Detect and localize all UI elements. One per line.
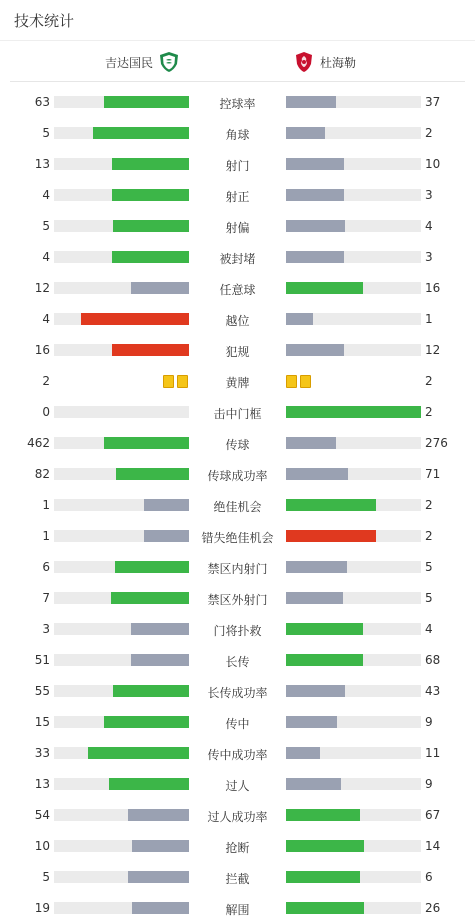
stat-row: [0, 706, 475, 737]
away-bar-fill: [286, 282, 363, 294]
home-bar-fill: [88, 747, 189, 759]
away-bar-fill: [286, 220, 345, 232]
away-value: 2: [425, 405, 433, 419]
home-bar-track: [54, 840, 189, 852]
away-bar-fill: [286, 778, 341, 790]
away-bar-track: [286, 778, 421, 790]
away-bar-fill: [286, 561, 347, 573]
away-bar-track: [286, 871, 421, 883]
yellow-card-icon: [300, 375, 311, 388]
away-bar-track: [286, 251, 421, 263]
stat-label: 绝佳机会: [213, 500, 262, 514]
home-bar-track: [54, 468, 189, 480]
away-bar-track: [286, 220, 421, 232]
away-bar-track: [286, 282, 421, 294]
away-value: 4: [425, 219, 433, 233]
home-value: 16: [34, 343, 50, 357]
home-bar-fill: [104, 437, 189, 449]
stat-row: [0, 365, 475, 396]
stat-row: [0, 861, 475, 892]
home-bar-fill: [112, 158, 189, 170]
away-value: 1: [425, 312, 433, 326]
stat-label: 拦截: [225, 872, 250, 886]
away-bar-track: [286, 344, 421, 356]
stat-row: [0, 303, 475, 334]
home-value: 0: [42, 405, 50, 419]
home-bar-track: [54, 592, 189, 604]
away-bar-fill: [286, 623, 363, 635]
away-bar-track: [286, 313, 421, 325]
away-bar-fill: [286, 530, 376, 542]
stat-label: 禁区内射门: [207, 562, 268, 576]
home-bar-fill: [93, 127, 189, 139]
away-value: 2: [425, 529, 433, 543]
away-bar-track: [286, 561, 421, 573]
home-bar-track: [54, 716, 189, 728]
home-bar-fill: [111, 592, 189, 604]
away-value: 26: [425, 901, 441, 915]
away-value: 16: [425, 281, 441, 295]
away-value: 3: [425, 250, 433, 264]
away-bar-track: [286, 406, 421, 418]
home-value: 51: [34, 653, 50, 667]
home-team-name: 吉达国民: [104, 55, 153, 70]
stat-row: [0, 489, 475, 520]
home-bar-fill: [132, 840, 189, 852]
stat-label: 传中成功率: [207, 748, 268, 762]
home-value: 5: [42, 219, 50, 233]
home-bar-track: [54, 127, 189, 139]
stat-label: 任意球: [219, 283, 256, 297]
away-value: 9: [425, 715, 433, 729]
home-bar-track: [54, 561, 189, 573]
away-bar-track: [286, 189, 421, 201]
home-bar-fill: [128, 809, 189, 821]
away-bar-track: [286, 530, 421, 542]
away-value: 11: [425, 746, 441, 760]
away-bar-track: [286, 685, 421, 697]
away-bar-track: [286, 809, 421, 821]
away-bar-fill: [286, 840, 364, 852]
home-bar-track: [54, 220, 189, 232]
home-value: 4: [42, 188, 50, 202]
away-value: 6: [425, 870, 433, 884]
home-value: 19: [34, 901, 50, 915]
home-bar-fill: [104, 96, 189, 108]
home-value: 33: [34, 746, 50, 760]
away-bar-fill: [286, 654, 363, 666]
away-bar-fill: [286, 251, 344, 263]
stat-label: 射门: [225, 159, 250, 173]
home-bar-track: [54, 406, 189, 418]
home-value: 10: [34, 839, 50, 853]
home-bar-track: [54, 158, 189, 170]
away-bar-fill: [286, 592, 343, 604]
stat-label: 黄牌: [225, 376, 250, 390]
away-bar-fill: [286, 406, 421, 418]
stat-row: [0, 520, 475, 551]
away-bar-track: [286, 468, 421, 480]
home-bar-fill: [104, 716, 189, 728]
home-bar-fill: [131, 654, 189, 666]
home-value: 15: [34, 715, 50, 729]
away-value: 276: [425, 436, 448, 450]
away-bar-track: [286, 716, 421, 728]
home-bar-fill: [81, 313, 189, 325]
stat-label: 射正: [225, 190, 250, 204]
home-team[interactable]: [105, 51, 180, 73]
away-value: 43: [425, 684, 441, 698]
stat-row: [0, 613, 475, 644]
home-bar-track: [54, 96, 189, 108]
away-bar-track: [286, 96, 421, 108]
away-bar-fill: [286, 437, 336, 449]
home-value: 4: [42, 312, 50, 326]
home-value: 7: [42, 591, 50, 605]
home-bar-track: [54, 902, 189, 914]
away-bar-track: [286, 127, 421, 139]
stat-label: 射偏: [225, 221, 250, 235]
away-value: 9: [425, 777, 433, 791]
home-bar-track: [54, 251, 189, 263]
stat-row: [0, 644, 475, 675]
yellow-card-icon: [286, 375, 297, 388]
home-value: 462: [27, 436, 50, 450]
home-value: 54: [34, 808, 50, 822]
home-bar-track: [54, 189, 189, 201]
away-bar-fill: [286, 499, 376, 511]
away-value: 5: [425, 591, 433, 605]
home-bar-fill: [131, 282, 189, 294]
home-value: 3: [42, 622, 50, 636]
red-shield-crest-icon: [293, 51, 315, 73]
away-value: 12: [425, 343, 441, 357]
stat-label: 长传成功率: [207, 686, 268, 700]
home-value: 13: [34, 157, 50, 171]
section-header: [0, 0, 475, 41]
stat-label: 犯规: [225, 345, 250, 359]
section-title: 技术统计: [14, 12, 75, 30]
stats-list: [0, 86, 475, 923]
away-bar-fill: [286, 468, 348, 480]
away-team[interactable]: [293, 51, 356, 73]
home-value: 12: [34, 281, 50, 295]
away-bar-fill: [286, 158, 344, 170]
stat-label: 禁区外射门: [207, 593, 268, 607]
stat-row: [0, 334, 475, 365]
stat-label: 越位: [225, 314, 250, 328]
stat-label: 过人成功率: [207, 810, 268, 824]
stat-row: [0, 210, 475, 241]
away-bar-fill: [286, 902, 364, 914]
home-bar-track: [54, 437, 189, 449]
home-bar-track: [54, 282, 189, 294]
away-bar-track: [286, 747, 421, 759]
stat-label: 抢断: [225, 841, 250, 855]
home-bar-fill: [144, 499, 189, 511]
away-value: 3: [425, 188, 433, 202]
stat-row: [0, 148, 475, 179]
away-team-name: 杜海勒: [320, 55, 357, 70]
home-value: 4: [42, 250, 50, 264]
stat-row: [0, 117, 475, 148]
away-bar-track: [286, 902, 421, 914]
away-bar-track: [286, 158, 421, 170]
stat-row: [0, 179, 475, 210]
home-value: 63: [34, 95, 50, 109]
stat-row: [0, 427, 475, 458]
home-bar-fill: [115, 561, 189, 573]
home-bar-fill: [128, 871, 189, 883]
home-bar-track: [54, 344, 189, 356]
away-bar-fill: [286, 189, 344, 201]
away-value: 2: [425, 126, 433, 140]
home-value: 1: [42, 498, 50, 512]
home-bar-fill: [144, 530, 189, 542]
away-bar-track: [286, 840, 421, 852]
home-bar-fill: [113, 220, 189, 232]
away-value: 68: [425, 653, 441, 667]
home-value: 82: [34, 467, 50, 481]
away-bar-track: [286, 592, 421, 604]
stat-row: [0, 892, 475, 923]
away-bar-fill: [286, 809, 360, 821]
home-bar-track: [54, 530, 189, 542]
home-bar-track: [54, 685, 189, 697]
stat-row: [0, 86, 475, 117]
away-bar-track: [286, 499, 421, 511]
stat-row: [0, 551, 475, 582]
away-bar-fill: [286, 716, 337, 728]
home-bar-track: [54, 313, 189, 325]
stat-label: 门将扑救: [213, 624, 262, 638]
home-value: 55: [34, 684, 50, 698]
home-bar-track: [54, 499, 189, 511]
stat-label: 传中: [225, 717, 250, 731]
stat-label: 长传: [225, 655, 250, 669]
stat-row: [0, 799, 475, 830]
away-value: 67: [425, 808, 441, 822]
stat-row: [0, 396, 475, 427]
home-bar-fill: [116, 468, 189, 480]
away-bar-fill: [286, 96, 336, 108]
home-value: 13: [34, 777, 50, 791]
away-yellow-cards: [286, 375, 311, 388]
away-bar-fill: [286, 127, 325, 139]
away-value: 10: [425, 157, 441, 171]
stat-label: 角球: [225, 128, 250, 142]
stat-label: 解围: [225, 903, 250, 917]
away-bar-track: [286, 437, 421, 449]
stat-row: [0, 458, 475, 489]
stat-label: 击中门框: [213, 407, 262, 421]
away-value: 71: [425, 467, 441, 481]
away-value: 5: [425, 560, 433, 574]
away-value: 14: [425, 839, 441, 853]
home-bar-fill: [109, 778, 189, 790]
teams-row: [10, 41, 465, 82]
stat-row: [0, 768, 475, 799]
away-bar-fill: [286, 871, 360, 883]
home-bar-fill: [112, 189, 189, 201]
home-value: 5: [42, 870, 50, 884]
away-value: 4: [425, 622, 433, 636]
green-shield-crest-icon: [158, 51, 180, 73]
away-bar-track: [286, 654, 421, 666]
stat-row: [0, 582, 475, 613]
stat-label: 传球成功率: [207, 469, 268, 483]
home-bar-fill: [112, 344, 189, 356]
away-bar-fill: [286, 313, 313, 325]
away-bar-fill: [286, 747, 320, 759]
away-bar-fill: [286, 344, 344, 356]
home-bar-fill: [132, 902, 189, 914]
home-value: 6: [42, 560, 50, 574]
away-value: 2: [425, 374, 433, 388]
away-value: 2: [425, 498, 433, 512]
stat-row: [0, 737, 475, 768]
stat-label: 错失绝佳机会: [201, 531, 274, 545]
stat-label: 过人: [225, 779, 250, 793]
home-bar-track: [54, 871, 189, 883]
home-value: 1: [42, 529, 50, 543]
home-value: 5: [42, 126, 50, 140]
home-bar-track: [54, 747, 189, 759]
yellow-card-icon: [177, 375, 188, 388]
away-value: 37: [425, 95, 441, 109]
home-bar-track: [54, 623, 189, 635]
yellow-card-icon: [163, 375, 174, 388]
stat-row: [0, 675, 475, 706]
home-bar-track: [54, 778, 189, 790]
stat-row: [0, 830, 475, 861]
home-yellow-cards: [163, 375, 188, 388]
home-bar-fill: [131, 623, 189, 635]
home-bar-fill: [112, 251, 189, 263]
home-value: 2: [42, 374, 50, 388]
home-bar-fill: [113, 685, 189, 697]
away-bar-fill: [286, 685, 345, 697]
stat-label: 被封堵: [219, 252, 256, 266]
away-bar-track: [286, 623, 421, 635]
stat-row: [0, 272, 475, 303]
stat-label: 控球率: [219, 97, 256, 111]
stat-label: 传球: [225, 438, 250, 452]
home-bar-track: [54, 809, 189, 821]
home-bar-track: [54, 654, 189, 666]
stat-row: [0, 241, 475, 272]
